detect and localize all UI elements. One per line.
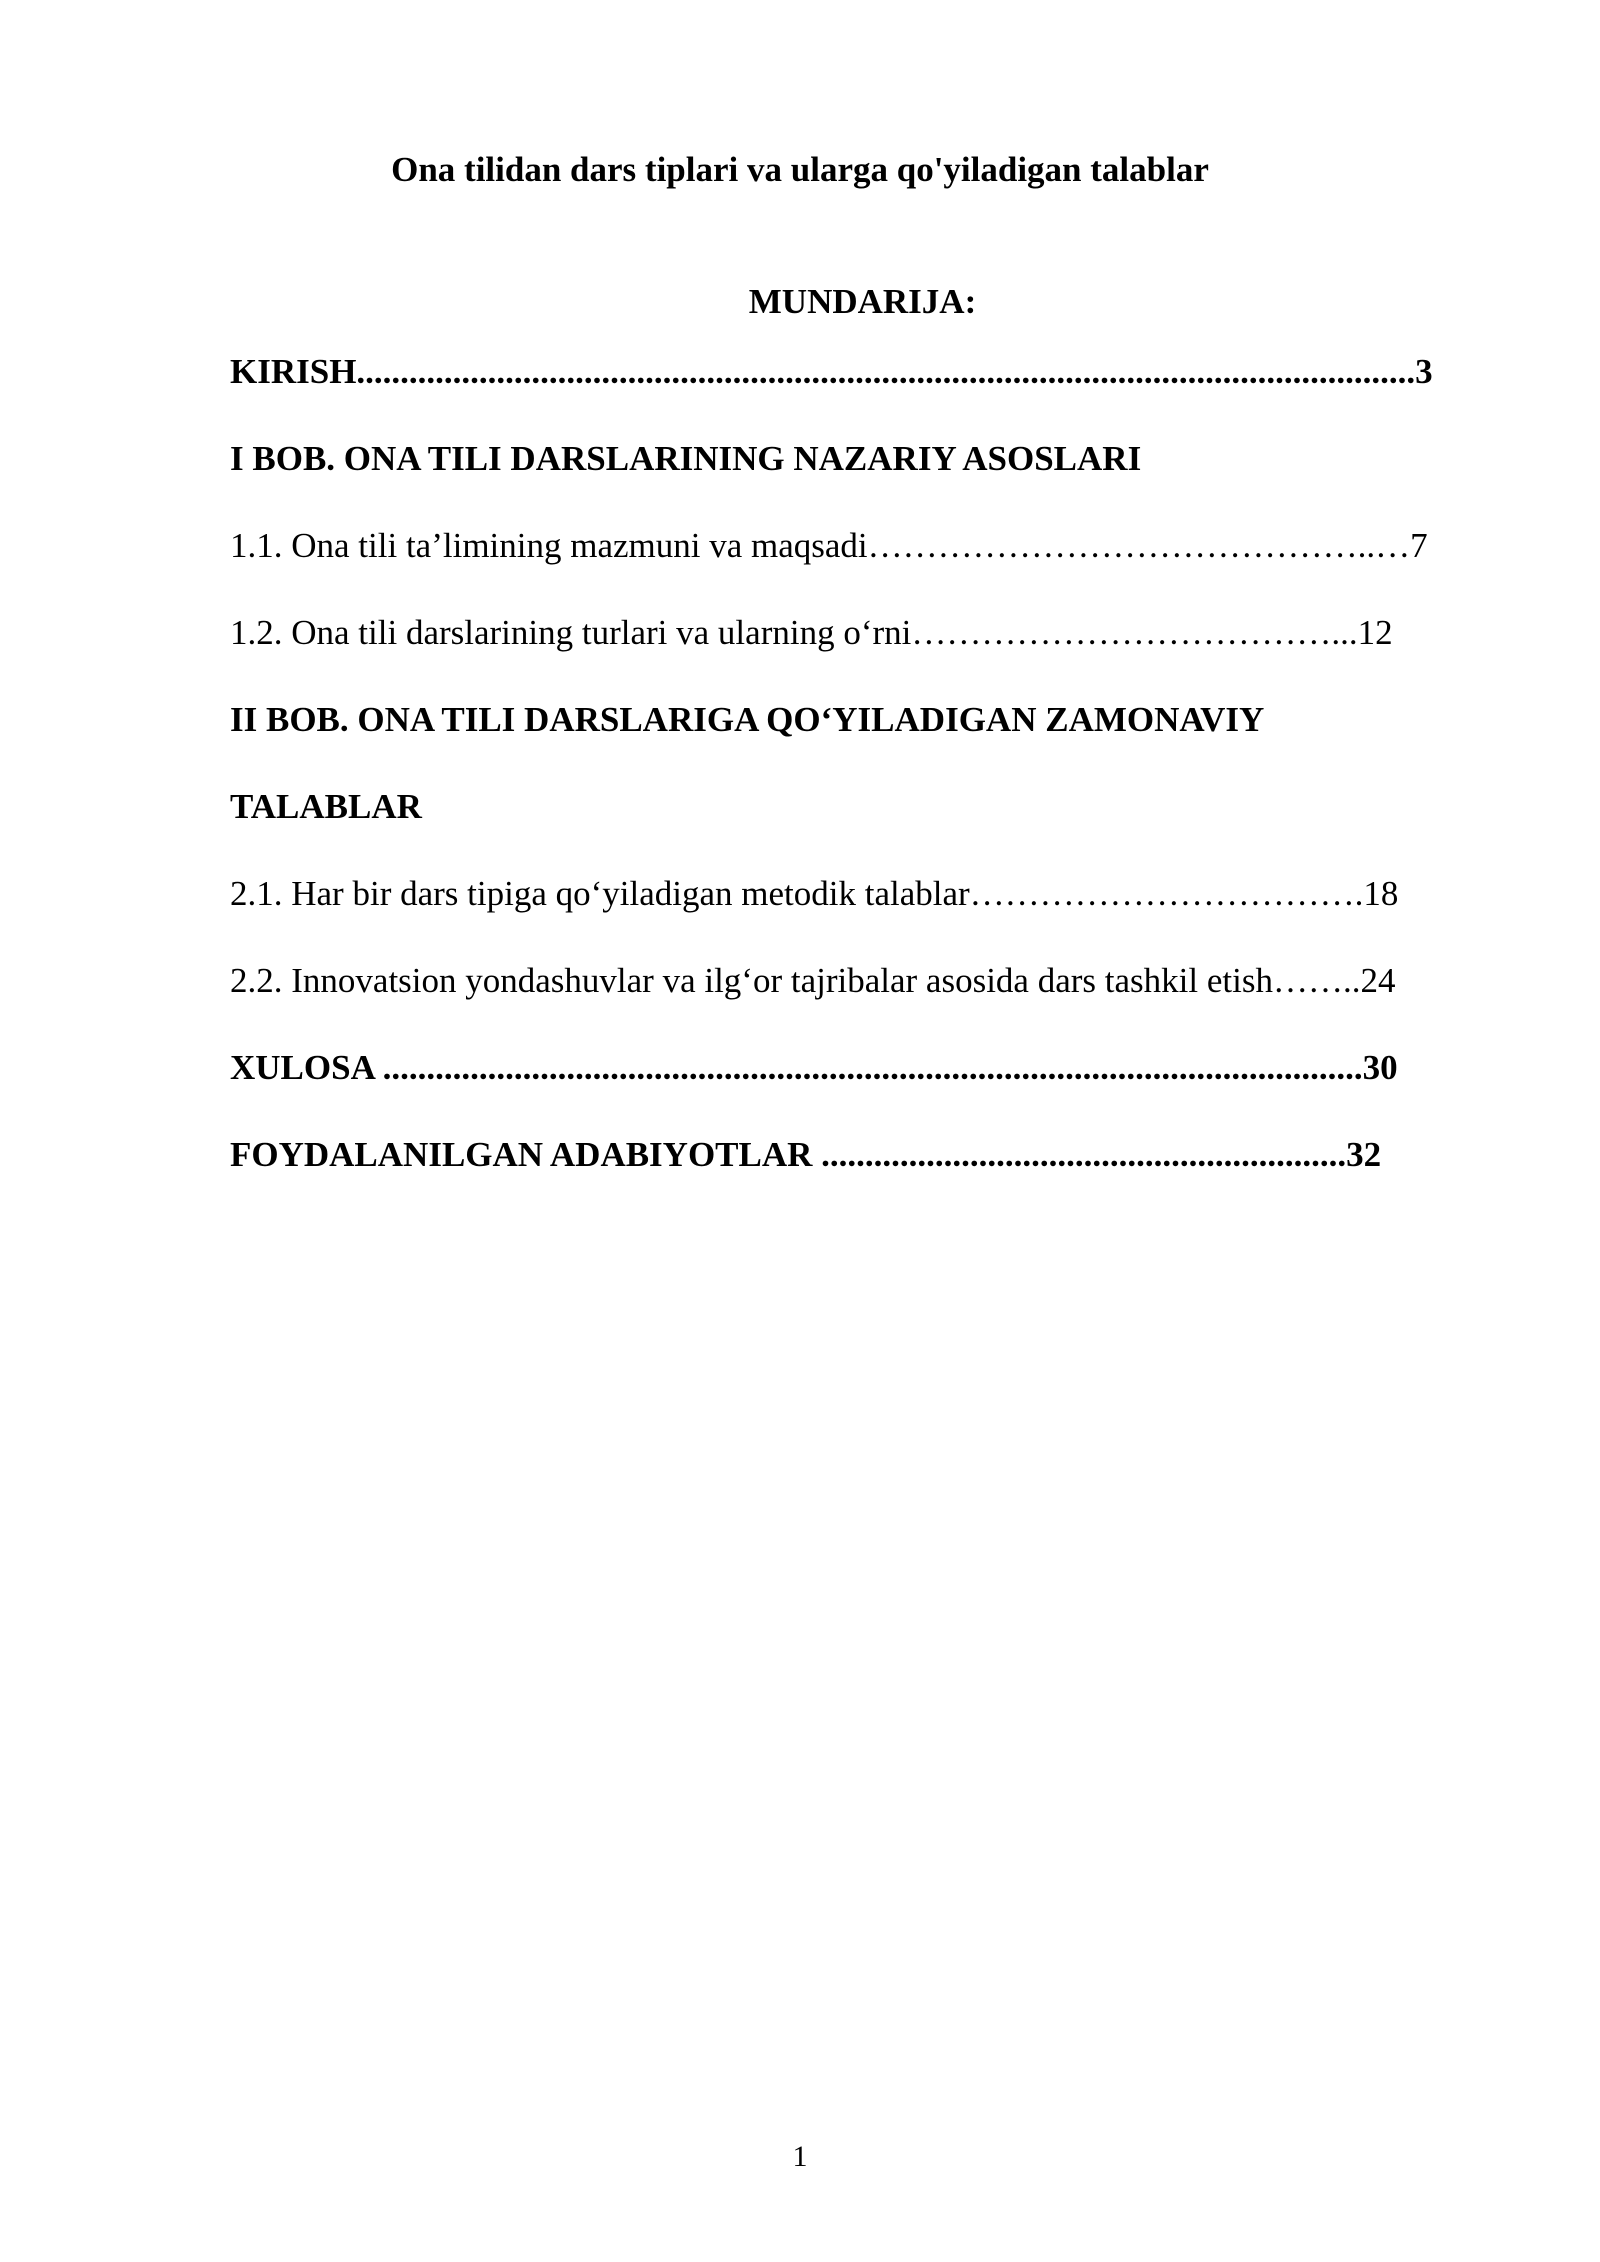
toc-entry-1-2: 1.2. Ona tili darslarining turlari va ularning o‘rni………………………………...12	[230, 613, 1393, 652]
toc-entry-2-2: 2.2. Innovatsion yondashuvlar va ilg‘or tajribalar asosida dars tashkil etish……..24	[230, 961, 1396, 1000]
toc-entry-chapter-1: I BOB. ONA TILI DARSLARINING NAZARIY ASOSLARI	[230, 439, 1142, 478]
toc-entry-chapter-2: II BOB. ONA TILI DARSLARIGA QO‘YILADIGAN ZAMONAVIY	[230, 700, 1265, 739]
toc-entry-chapter-2-cont: TALABLAR	[230, 787, 422, 826]
toc-entry-1-1: 1.1. Ona tili ta’limining mazmuni va maqsadi……………………………………..…7	[230, 526, 1428, 565]
toc-entry-xulosa: XULOSA ................................................................................................................30	[230, 1048, 1398, 1087]
toc-entry-kirish: KIRISH.........................................................................................................................3	[230, 352, 1433, 391]
toc-entry-references: FOYDALANILGAN ADABIYOTLAR ............................................................32	[230, 1135, 1382, 1174]
document-title: Ona tilidan dars tiplari va ularga qo'yiladigan talablar	[391, 150, 1209, 189]
toc-heading: MUNDARIJA:	[748, 282, 977, 321]
toc-entry-2-1: 2.1. Har bir dars tipiga qo‘yiladigan metodik talablar…………………………….18	[230, 874, 1399, 913]
page-number: 1	[792, 2140, 808, 2173]
